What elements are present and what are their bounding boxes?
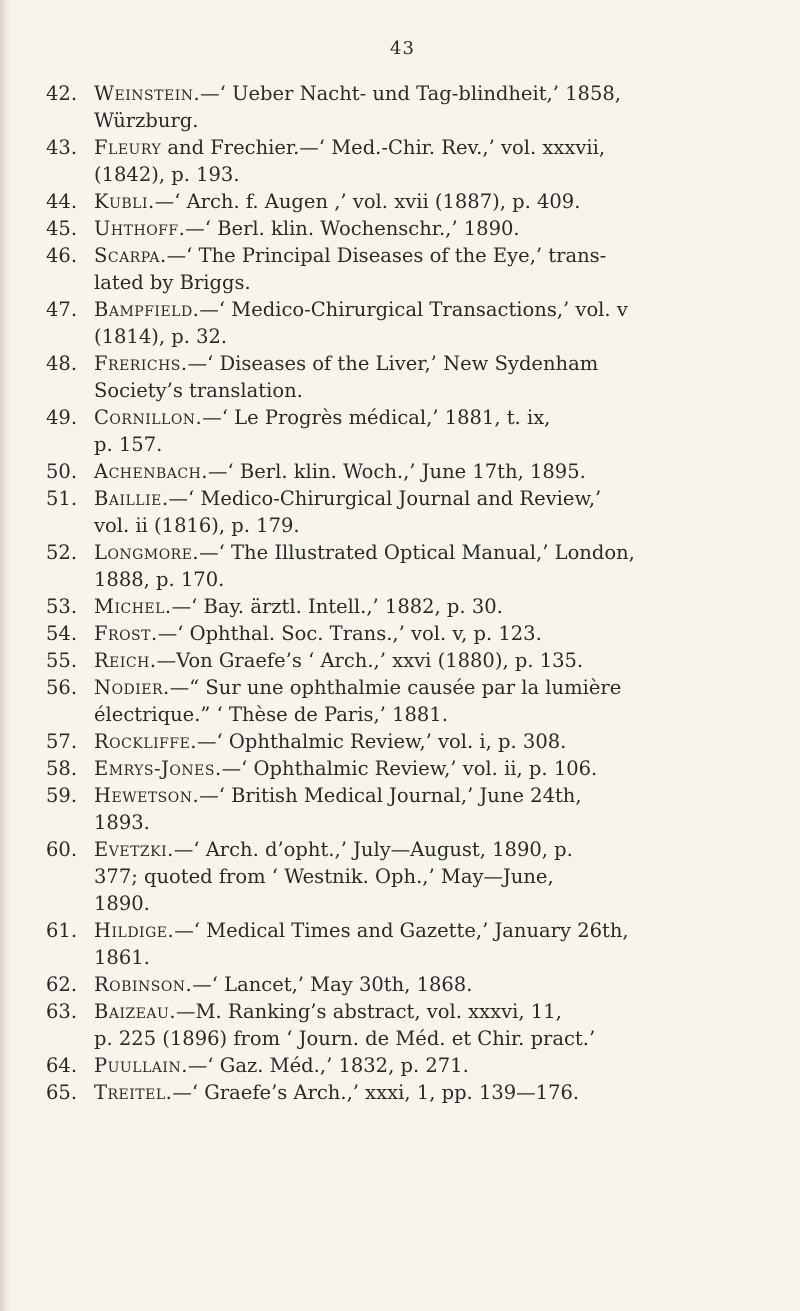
reference-entry (46, 188, 766, 215)
reference-line-text: Würzburg. (94, 109, 199, 132)
reference-entry (46, 539, 766, 593)
reference-line (94, 701, 766, 728)
reference-entry (46, 80, 766, 134)
reference-text (82, 647, 766, 674)
reference-entry (46, 917, 766, 971)
reference-line-text: lated by Briggs. (94, 271, 251, 294)
reference-line (94, 755, 766, 782)
reference-number: 45. (46, 217, 78, 240)
reference-line (94, 134, 766, 161)
reference-line (94, 809, 766, 836)
reference-line (94, 998, 766, 1025)
reference-line-text: (1842), p. 193. (94, 163, 240, 186)
reference-text (82, 620, 766, 647)
reference-author: Scarpa. (94, 244, 167, 267)
reference-author: Fleury (94, 136, 162, 159)
reference-line-text: 1890. (94, 892, 150, 915)
reference-line-text: —‘ Medico-Chirurgical Transactions,’ vol. v (199, 298, 628, 321)
reference-line-text: p. 157. (94, 433, 163, 456)
reference-author: Longmore. (94, 541, 200, 564)
reference-line-text: —‘ Berl. klin. Wochenschr.,’ 1890. (185, 217, 520, 240)
reference-author: Kubli. (94, 190, 155, 213)
reference-number: 55. (46, 649, 78, 672)
reference-line (94, 1052, 766, 1079)
reference-number: 61. (46, 919, 78, 942)
reference-line (94, 728, 766, 755)
reference-line (94, 458, 766, 485)
reference-entry (46, 458, 766, 485)
reference-line (94, 161, 766, 188)
reference-line (94, 674, 766, 701)
reference-line (94, 242, 766, 269)
reference-author: Frost. (94, 622, 158, 645)
reference-entry (46, 998, 766, 1052)
reference-line-text: 1888, p. 170. (94, 568, 225, 591)
reference-line-text: 377; quoted from ‘ Westnik. Oph.,’ May—June, (94, 865, 554, 888)
reference-line-text: —‘ Gaz. Méd.,’ 1832, p. 271. (187, 1054, 469, 1077)
reference-line-text: —‘ Bay. ärztl. Intell.,’ 1882, p. 30. (171, 595, 503, 618)
reference-line (94, 377, 766, 404)
reference-entry (46, 971, 766, 998)
reference-number: 59. (46, 784, 78, 807)
reference-number: 64. (46, 1054, 78, 1077)
reference-author: Frerichs. (94, 352, 188, 375)
reference-line (94, 485, 766, 512)
reference-entry (46, 782, 766, 836)
reference-line-text: —“ Sur une ophthalmie causée par la lumière (169, 676, 622, 699)
reference-number: 50. (46, 460, 78, 483)
reference-line-text: électrique.” ‘ Thèse de Paris,’ 1881. (94, 703, 448, 726)
reference-line (94, 890, 766, 917)
reference-author: Emrys-Jones. (94, 757, 222, 780)
reference-entry (46, 647, 766, 674)
reference-entry (46, 350, 766, 404)
reference-line (94, 971, 766, 998)
reference-line (94, 431, 766, 458)
reference-text (82, 539, 766, 593)
page-number: 43 (390, 38, 415, 59)
reference-line (94, 647, 766, 674)
reference-line (94, 620, 766, 647)
reference-line-text: p. 225 (1896) from ‘ Journ. de Méd. et Chir. pract.’ (94, 1027, 596, 1050)
reference-text (82, 1052, 766, 1079)
reference-entry (46, 1079, 766, 1106)
reference-line (94, 836, 766, 863)
reference-entry (46, 836, 766, 917)
reference-line-text: —‘ Arch. f. Augen ,’ vol. xvii (1887), p. 409. (154, 190, 581, 213)
reference-entry (46, 296, 766, 350)
reference-list (46, 80, 766, 1106)
reference-author: Treitel. (94, 1081, 173, 1104)
reference-number: 53. (46, 595, 78, 618)
reference-line-text: (1814), p. 32. (94, 325, 228, 348)
reference-author: Achenbach. (94, 460, 208, 483)
reference-author: Baizeau. (94, 1000, 177, 1023)
reference-line (94, 944, 766, 971)
reference-line-text: —‘ Diseases of the Liver,’ New Sydenham (187, 352, 599, 375)
reference-author: Michel. (94, 595, 172, 618)
reference-text (82, 971, 766, 998)
reference-line (94, 593, 766, 620)
reference-line (94, 539, 766, 566)
reference-number: 58. (46, 757, 78, 780)
reference-line-text: —‘ British Medical Journal,’ June 24th, (199, 784, 582, 807)
reference-text (82, 458, 766, 485)
reference-line (94, 1025, 766, 1052)
reference-author: Bampfield. (94, 298, 200, 321)
reference-line-text: 1893. (94, 811, 150, 834)
reference-number: 52. (46, 541, 78, 564)
reference-line-text: —‘ Medical Times and Gazette,’ January 26th, (174, 919, 629, 942)
reference-number: 48. (46, 352, 78, 375)
reference-line (94, 782, 766, 809)
reference-text (82, 1079, 766, 1106)
reference-entry (46, 242, 766, 296)
reference-line-text: —‘ Ophthalmic Review,’ vol. ii, p. 106. (221, 757, 598, 780)
page-gutter-shadow (0, 0, 10, 1311)
reference-entry (46, 620, 766, 647)
reference-entry (46, 593, 766, 620)
reference-entry (46, 674, 766, 728)
reference-text (82, 755, 766, 782)
reference-line-text: —‘ Ueber Nacht- und Tag-blindheit,’ 1858, (200, 82, 621, 105)
reference-line (94, 296, 766, 323)
reference-line-text: —‘ Le Progrès médical,’ 1881, t. ix, (202, 406, 551, 429)
reference-author: Baillie. (94, 487, 169, 510)
reference-text (82, 404, 766, 458)
reference-text (82, 215, 766, 242)
reference-line (94, 566, 766, 593)
reference-number: 44. (46, 190, 78, 213)
reference-text (82, 593, 766, 620)
reference-text (82, 782, 766, 836)
reference-entry (46, 485, 766, 539)
reference-line-text: —‘ The Illustrated Optical Manual,’ London, (199, 541, 635, 564)
reference-line-text: —‘ Graefe’s Arch.,’ xxxi, 1, pp. 139—176. (172, 1081, 580, 1104)
reference-line (94, 215, 766, 242)
reference-text (82, 80, 766, 134)
reference-number: 46. (46, 244, 78, 267)
reference-author: Weinstein. (94, 82, 201, 105)
reference-line (94, 107, 766, 134)
reference-entry (46, 755, 766, 782)
reference-entry (46, 1052, 766, 1079)
reference-line-text: —‘ The Principal Diseases of the Eye,’ trans- (166, 244, 607, 267)
reference-entry (46, 404, 766, 458)
reference-number: 54. (46, 622, 78, 645)
reference-text (82, 485, 766, 539)
reference-entry (46, 134, 766, 188)
reference-number: 42. (46, 82, 78, 105)
reference-line (94, 404, 766, 431)
reference-line (94, 80, 766, 107)
reference-line-text: —‘ Lancet,’ May 30th, 1868. (192, 973, 473, 996)
reference-line (94, 350, 766, 377)
reference-line-text: vol. ii (1816), p. 179. (94, 514, 300, 537)
reference-number: 63. (46, 1000, 78, 1023)
reference-number: 51. (46, 487, 78, 510)
reference-line-text: —Von Graefe’s ‘ Arch.,’ xxvi (1880), p. 135. (156, 649, 584, 672)
reference-text (82, 188, 766, 215)
reference-line (94, 269, 766, 296)
reference-number: 57. (46, 730, 78, 753)
reference-number: 56. (46, 676, 78, 699)
reference-line (94, 1079, 766, 1106)
reference-text (82, 728, 766, 755)
reference-entry (46, 728, 766, 755)
reference-line-text: and Frechier.—‘ Med.-Chir. Rev.,’ vol. xxxvii, (161, 136, 606, 159)
reference-number: 65. (46, 1081, 78, 1104)
reference-line (94, 512, 766, 539)
reference-author: Puullain. (94, 1054, 188, 1077)
reference-line (94, 863, 766, 890)
reference-text (82, 296, 766, 350)
reference-line-text: —M. Ranking’s abstract, vol. xxxvi, 11, (176, 1000, 562, 1023)
reference-number: 47. (46, 298, 78, 321)
reference-line-text: —‘ Medico-Chirurgical Journal and Review,’ (168, 487, 602, 510)
reference-text (82, 242, 766, 296)
reference-line-text: —‘ Arch. d’opht.,’ July—August, 1890, p. (173, 838, 573, 861)
reference-author: Reich. (94, 649, 157, 672)
reference-text (82, 998, 766, 1052)
reference-line-text: —‘ Ophthal. Soc. Trans.,’ vol. v, p. 123. (157, 622, 542, 645)
reference-entry (46, 215, 766, 242)
reference-number: 43. (46, 136, 78, 159)
reference-line-text: Society’s translation. (94, 379, 303, 402)
reference-number: 62. (46, 973, 78, 996)
reference-author: Uhthoff. (94, 217, 186, 240)
reference-text (82, 134, 766, 188)
reference-number: 60. (46, 838, 78, 861)
reference-text (82, 674, 766, 728)
reference-author: Robinson. (94, 973, 193, 996)
reference-line (94, 917, 766, 944)
reference-line-text: —‘ Berl. klin. Woch.,’ June 17th, 1895. (208, 460, 586, 483)
reference-author: Hewetson. (94, 784, 200, 807)
reference-text (82, 836, 766, 917)
reference-author: Nodier. (94, 676, 170, 699)
reference-number: 49. (46, 406, 78, 429)
reference-line (94, 188, 766, 215)
reference-text (82, 917, 766, 971)
reference-author: Rockliffe. (94, 730, 198, 753)
reference-author: Cornillon. (94, 406, 203, 429)
reference-author: Evetzki. (94, 838, 174, 861)
reference-line (94, 323, 766, 350)
reference-author: Hildige. (94, 919, 175, 942)
reference-line-text: 1861. (94, 946, 150, 969)
reference-text (82, 350, 766, 404)
reference-line-text: —‘ Ophthalmic Review,’ vol. i, p. 308. (197, 730, 567, 753)
